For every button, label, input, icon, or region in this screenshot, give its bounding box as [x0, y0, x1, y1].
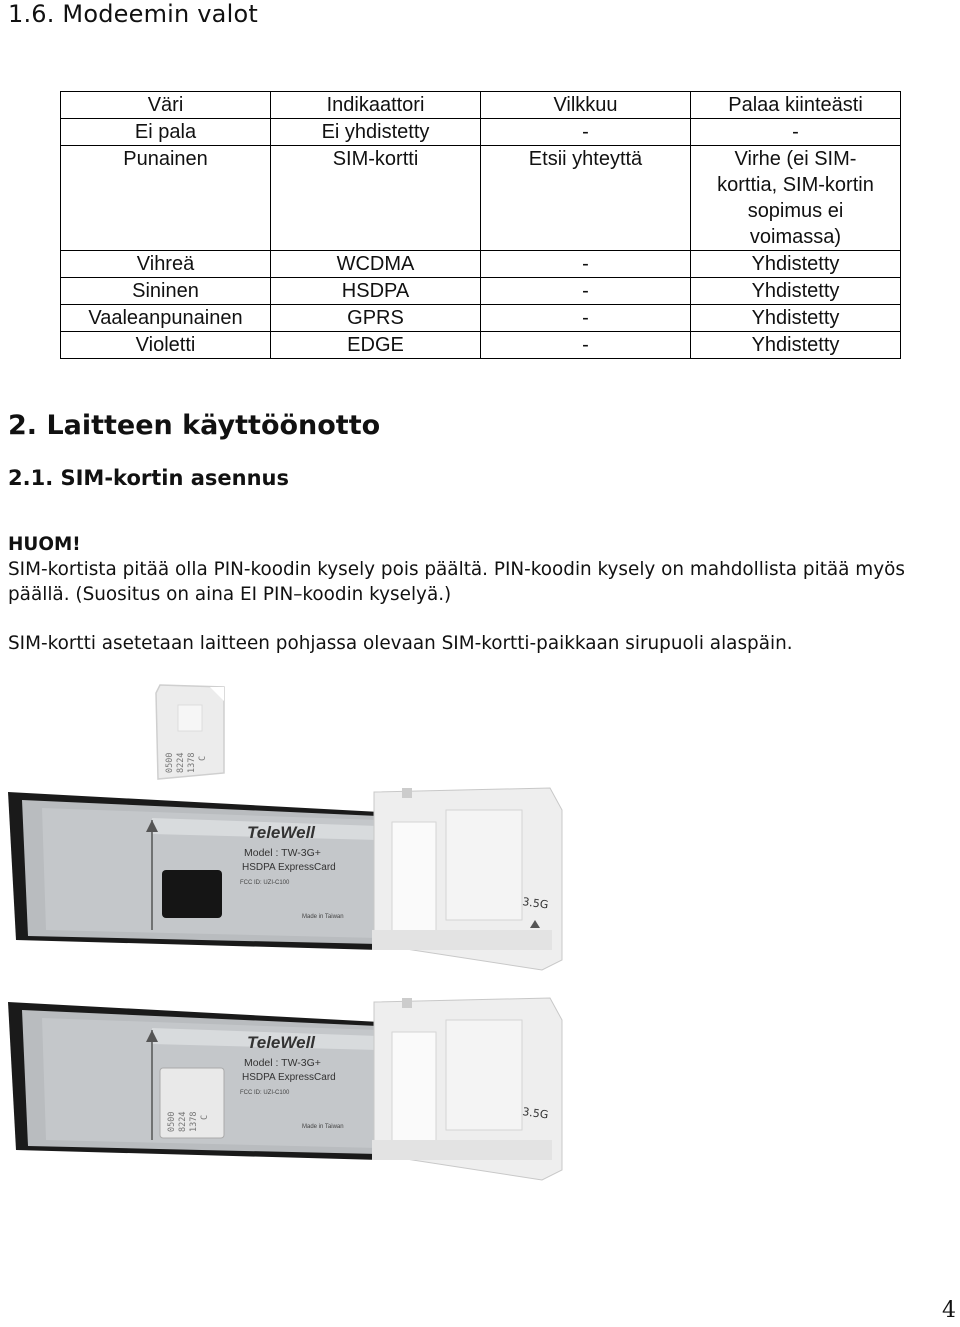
table-cell: -: [481, 251, 691, 278]
table-row: [61, 146, 901, 251]
table-cell: SIM-kortti: [271, 146, 481, 251]
sim-text-line: 1378: [189, 1111, 199, 1132]
table-cell: Virhe (ei SIM- korttia, SIM-kortin sopimus ei voimassa): [691, 146, 901, 251]
table-header-cell: Palaa kiinteästi: [691, 92, 901, 119]
table-cell: Ei pala: [61, 119, 271, 146]
table-cell: WCDMA: [271, 251, 481, 278]
device-badge: 3.5G: [521, 1105, 550, 1122]
table-cell: -: [691, 119, 901, 146]
table-cell: GPRS: [271, 305, 481, 332]
device-fcc: FCC ID: UZI-C100: [240, 880, 290, 886]
table-cell: Violetti: [61, 332, 271, 359]
table-cell: Sininen: [61, 278, 271, 305]
device-model: Model : TW-3G+: [244, 1057, 321, 1069]
note-text: SIM-kortista pitää olla PIN-koodin kysely pois päältä. PIN-koodin kysely on mahdollista pitää myös päällä. (Suositus on aina EI PIN–koodin kyselyä.): [8, 559, 905, 605]
table-cell: -: [481, 305, 691, 332]
sim-text-line: 8224: [178, 1111, 188, 1132]
heading-2-1: 2.1. SIM-kortin asennus: [8, 466, 289, 490]
device-brand: TeleWell: [247, 823, 316, 842]
sim-card-photo: [150, 683, 230, 783]
device-type: HSDPA ExpressCard: [242, 862, 336, 873]
device-origin: Made in Taiwan: [302, 914, 344, 920]
table-row: [61, 332, 901, 359]
table-row: [61, 251, 901, 278]
table-header-cell: Vilkkuu: [481, 92, 691, 119]
note-label: HUOM!: [8, 534, 81, 555]
sim-text-line: C: [198, 755, 208, 761]
table-cell: Vaaleanpunainen: [61, 305, 271, 332]
table-cell: HSDPA: [271, 278, 481, 305]
table-cell: Punainen: [61, 146, 271, 251]
table-cell: Ei yhdistetty: [271, 119, 481, 146]
table-cell: Vihreä: [61, 251, 271, 278]
table-header-cell: Väri: [61, 92, 271, 119]
table-cell: -: [481, 278, 691, 305]
device-brand: TeleWell: [247, 1033, 316, 1052]
device-photo-sim-inserted: [2, 990, 564, 1185]
device-origin: Made in Taiwan: [302, 1124, 344, 1130]
table-cell: Etsii yhteyttä: [481, 146, 691, 251]
sim-text-line: 1378: [187, 752, 197, 773]
table-cell: Yhdistetty: [691, 278, 901, 305]
device-fcc: FCC ID: UZI-C100: [240, 1090, 290, 1096]
device-model: Model : TW-3G+: [244, 847, 321, 859]
sim-text-line: C: [200, 1114, 210, 1120]
table-cell: -: [481, 119, 691, 146]
device-photo-empty-slot: [2, 780, 564, 975]
table-cell: Yhdistetty: [691, 332, 901, 359]
sim-text-line: 8224: [176, 752, 186, 773]
table-cell: Yhdistetty: [691, 305, 901, 332]
table-row: [61, 119, 901, 146]
sim-text-line: 0500: [165, 752, 175, 773]
device-type: HSDPA ExpressCard: [242, 1072, 336, 1083]
table-row: [61, 305, 901, 332]
section-title: 1.6. Modeemin valot: [8, 0, 258, 28]
instruction-text: SIM-kortti asetetaan laitteen pohjassa olevaan SIM-kortti-paikkaan sirupuoli alaspäin.: [8, 633, 793, 654]
page-number: 4: [942, 1298, 956, 1323]
device-badge: 3.5G: [521, 895, 550, 912]
table-cell: Yhdistetty: [691, 251, 901, 278]
table-row: [61, 278, 901, 305]
sim-text-line: 0500: [167, 1111, 177, 1132]
table-header-cell: Indikaattori: [271, 92, 481, 119]
heading-2: 2. Laitteen käyttöönotto: [8, 410, 381, 441]
table-header-row: [61, 92, 901, 119]
table-cell: -: [481, 332, 691, 359]
table-cell: EDGE: [271, 332, 481, 359]
led-table: [60, 91, 901, 359]
